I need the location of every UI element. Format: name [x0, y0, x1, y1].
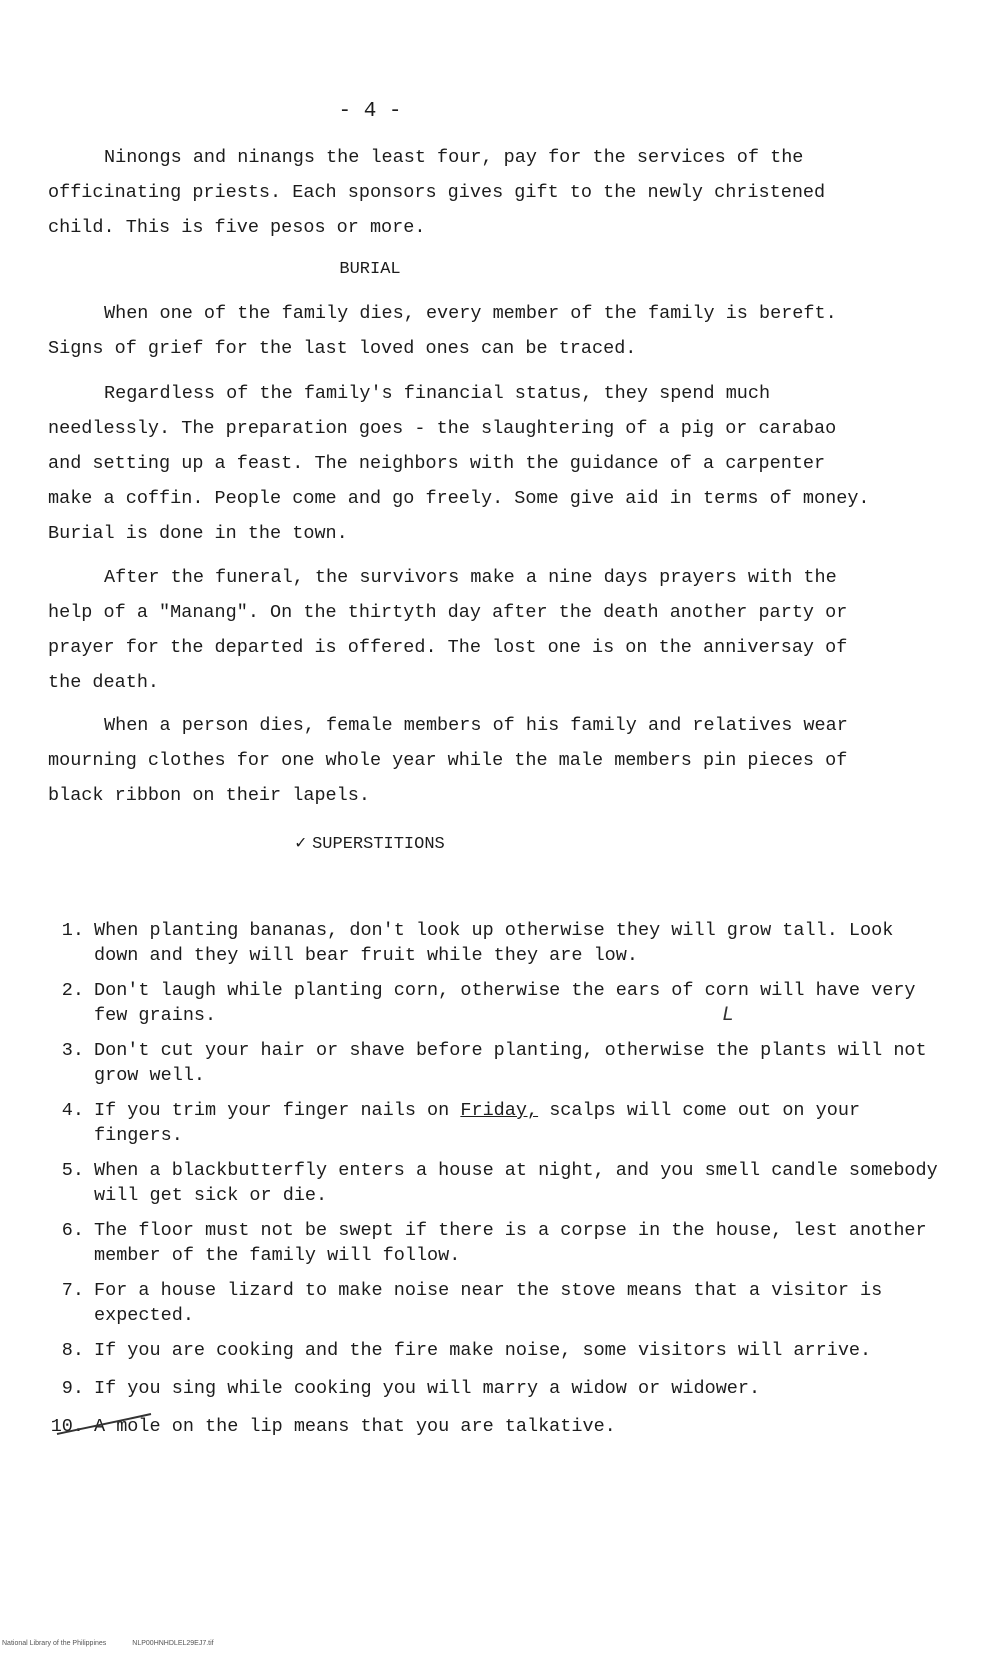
list-item — [40, 1038, 940, 1088]
item-text: When planting bananas, don't look up otherwise they will grow tall. Look down and they will bear fruit while they are low. — [94, 920, 894, 966]
item-number: 2. — [61, 980, 84, 1001]
item-text: When a blackbutterfly enters a house at night, and you smell candle somebody will get sick or die. — [94, 1160, 938, 1206]
superstitions-heading — [0, 832, 740, 854]
item-text: Don't laugh while planting corn, otherwise the ears of corn will have very few grains. — [94, 980, 916, 1026]
burial-paragraph-1: When one of the family dies, every member of the family is bereft. Signs of grief for the last loved ones can be traced. — [48, 303, 837, 359]
item-text: If you trim your finger nails on Friday, scalps will come out on your fingers. — [94, 1100, 861, 1146]
underlined-word: Friday, — [460, 1100, 539, 1121]
item-text: The floor must not be swept if there is a corpse in the house, lest another member of the family will follow. — [94, 1220, 927, 1266]
item-text: A mole on the lip means that you are talkative. — [94, 1416, 616, 1437]
item-number: 9. — [61, 1378, 84, 1399]
list-item — [40, 1098, 940, 1148]
footer-library: National Library of the Philippines — [2, 1640, 107, 1647]
scan-footer — [2, 1640, 240, 1647]
list-item — [40, 1338, 940, 1363]
superstitions-list — [40, 918, 940, 1452]
intro-paragraph: Ninongs and ninangs the least four, pay for the services of the officinating priests. Each sponsors gives gift to the newly christened child. This is five pesos or more. — [48, 147, 826, 238]
burial-heading: BURIAL — [339, 260, 401, 279]
item-text: Don't cut your hair or shave before planting, otherwise the plants will not grow well. — [94, 1040, 927, 1086]
list-item — [40, 1158, 940, 1208]
footer-file-id: NLP00HNHDLEL29EJ7.tif — [132, 1640, 214, 1647]
burial-paragraph-4: When a person dies, female members of his family and relatives wear mourning clothes for one whole year while the male members pin pieces of black ribbon on their lapels. — [48, 715, 848, 806]
item-text: For a house lizard to make noise near the stove means that a visitor is expected. — [94, 1280, 883, 1326]
item-number: 5. — [61, 1160, 84, 1181]
item-number: 8. — [61, 1340, 84, 1361]
item-number: 4. — [61, 1100, 84, 1121]
check-mark-icon: ✓ — [295, 834, 307, 854]
list-item — [40, 1414, 940, 1439]
list-item — [40, 1218, 940, 1268]
item-number: 3. — [61, 1040, 84, 1061]
burial-paragraph-2: Regardless of the family's financial status, they spend much needlessly. The preparation goes - the slaughtering of a pig or carabao and setting up a feast. The neighbors with the guidance of a carpenter make a coffin. People come and go freely. Some give aid in terms of money. Burial is done in the town. — [48, 383, 870, 544]
item-text: If you sing while cooking you will marry a widow or widower. — [94, 1378, 761, 1399]
list-item — [40, 918, 940, 968]
superstitions-heading-text: SUPERSTITIONS — [312, 835, 445, 854]
item-number: 6. — [61, 1220, 84, 1241]
list-item — [40, 978, 940, 1028]
item-text: If you are cooking and the fire make noise, some visitors will arrive. — [94, 1340, 872, 1361]
item-number: 7. — [61, 1280, 84, 1301]
item-number: 1. — [61, 920, 84, 941]
burial-paragraph-3: After the funeral, the survivors make a nine days prayers with the help of a "Manang". On the thirtyth day after the death another party or prayer for the departed is offered. The lost one is on the anniversay of the death. — [48, 567, 848, 693]
page-number: - 4 - — [338, 100, 402, 123]
pen-stroke-icon — [55, 1408, 155, 1438]
item-number: 10. — [50, 1416, 84, 1437]
list-item — [40, 1278, 940, 1328]
list-item — [40, 1376, 940, 1401]
handwritten-margin-mark: L — [722, 1004, 735, 1027]
